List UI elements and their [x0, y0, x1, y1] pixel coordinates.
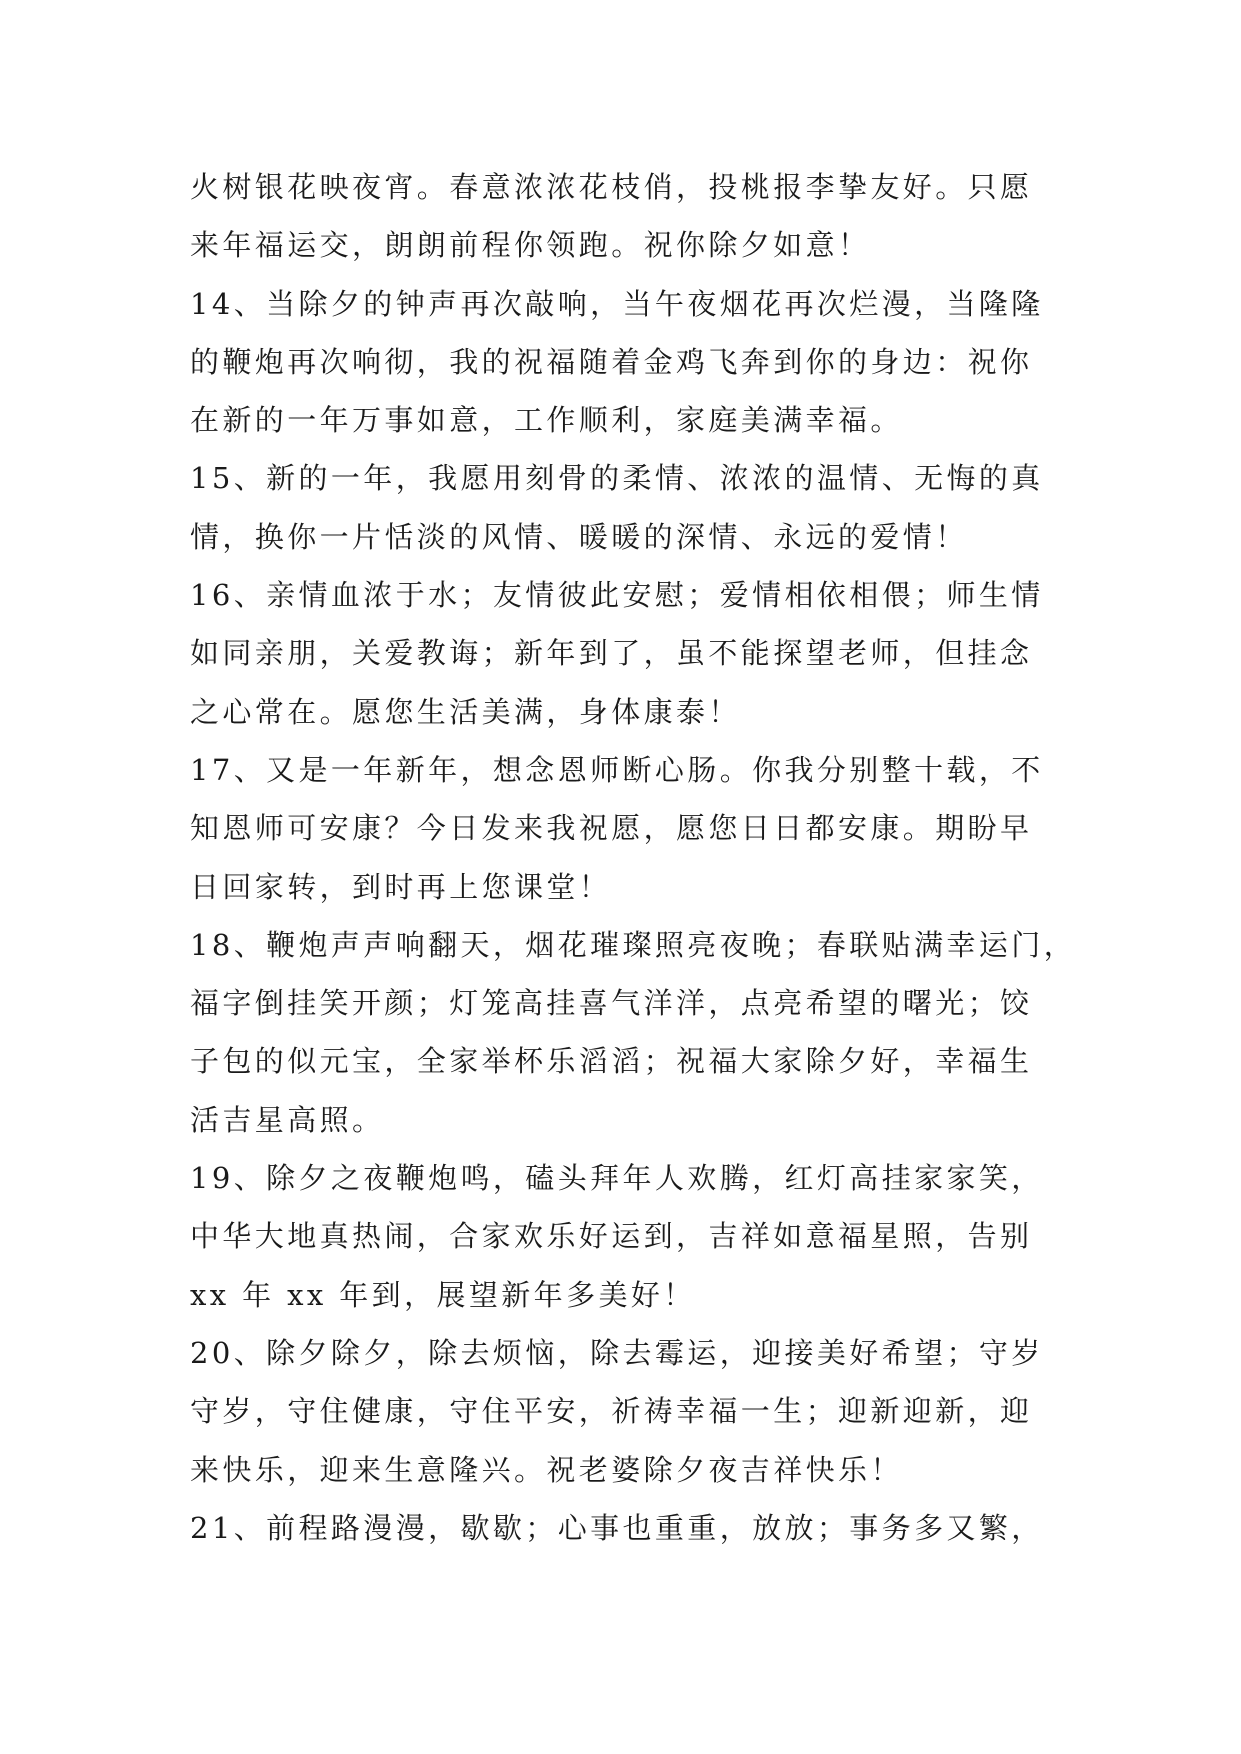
text-line: 在新的一年万事如意，工作顺利，家庭美满幸福。: [190, 403, 903, 438]
text-line: 之心常在。愿您生活美满，身体康泰！: [190, 694, 741, 729]
text-line: 16、亲情血浓于水；友情彼此安慰；爱情相依相偎；师生情: [190, 578, 1044, 613]
text-line: 如同亲朋，关爱教诲；新年到了，虽不能探望老师，但挂念: [190, 636, 1033, 671]
text-line: 中华大地真热闹，合家欢乐好运到，吉祥如意福星照，告别: [190, 1219, 1033, 1254]
text-line: 17、又是一年新年，想念恩师断心肠。你我分别整十载，不: [190, 752, 1044, 787]
text-line: 15、新的一年，我愿用刻骨的柔情、浓浓的温情、无悔的真: [190, 461, 1044, 496]
text-line: 守岁，守住健康，守住平安，祈祷幸福一生；迎新迎新，迎: [190, 1394, 1033, 1429]
text-line: 18、鞭炮声声响翻天，烟花璀璨照亮夜晚；春联贴满幸运门，: [190, 927, 1077, 962]
text-line: 20、除夕除夕，除去烦恼，除去霉运，迎接美好希望；守岁: [190, 1335, 1044, 1370]
text-line: 来年福运交，朗朗前程你领跑。祝你除夕如意！: [190, 228, 871, 263]
text-line: 知恩师可安康？今日发来我祝愿，愿您日日都安康。期盼早: [190, 811, 1033, 846]
text-line: 活吉星高照。: [190, 1102, 385, 1137]
document-body: [190, 158, 1077, 1557]
text-line: 来快乐，迎来生意隆兴。祝老婆除夕夜吉祥快乐！: [190, 1452, 903, 1487]
text-line: 19、除夕之夜鞭炮鸣，磕头拜年人欢腾，红灯高挂家家笑，: [190, 1161, 1044, 1196]
text-line: xx 年 xx 年到，展望新年多美好！: [190, 1277, 696, 1312]
text-line: 的鞭炮再次响彻，我的祝福随着金鸡飞奔到你的身边：祝你: [190, 344, 1033, 379]
text-line: 情，换你一片恬淡的风情、暖暖的深情、永远的爱情！: [190, 519, 968, 554]
text-line: 21、前程路漫漫，歇歇；心事也重重，放放；事务多又繁，: [190, 1510, 1044, 1545]
text-line: 福字倒挂笑开颜；灯笼高挂喜气洋洋，点亮希望的曙光；饺: [190, 986, 1033, 1021]
text-line: 日回家转，到时再上您课堂！: [190, 869, 612, 904]
text-line: 火树银花映夜宵。春意浓浓花枝俏，投桃报李挚友好。只愿: [190, 170, 1033, 204]
text-line: 14、当除夕的钟声再次敲响，当午夜烟花再次烂漫，当隆隆: [190, 286, 1044, 321]
text-line: 子包的似元宝，全家举杯乐滔滔；祝福大家除夕好，幸福生: [190, 1044, 1033, 1079]
